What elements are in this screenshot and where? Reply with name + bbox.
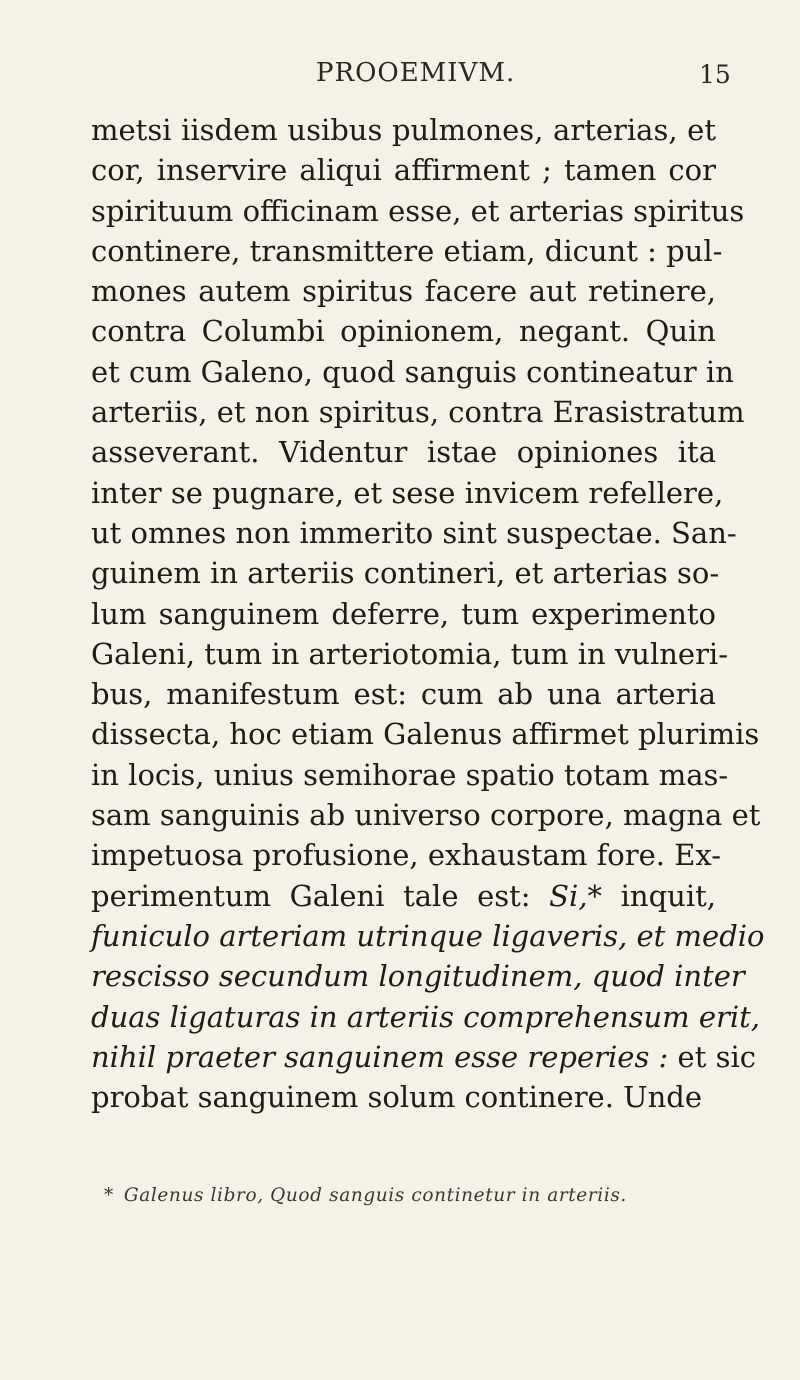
text-span: bus, manifestum est: cum ab una arteria (91, 677, 716, 712)
text-line (91, 876, 716, 916)
text-line (91, 916, 765, 956)
text-line (91, 674, 716, 714)
text-span: contra Columbi opinionem, negant. Quin (91, 314, 716, 349)
text-line (91, 714, 760, 754)
running-title: PROOEMIVM. (316, 58, 516, 88)
text-line (91, 634, 729, 674)
text-span: in locis, unius semihorae spatio totam mas- (91, 757, 729, 792)
text-line (91, 271, 716, 311)
text-line (91, 191, 745, 231)
italic-text: nihil praeter sanguinem esse reperies : (91, 1039, 669, 1074)
text-line (91, 311, 716, 351)
text-line (91, 594, 716, 634)
text-line (91, 473, 724, 513)
text-span: guinem in arteriis contineri, et arterias so- (91, 556, 720, 591)
text-span: impetuosa profusione, exhaustam fore. Ex- (91, 838, 722, 873)
text-line (91, 513, 737, 553)
text-span: inter se pugnare, et sese invicem refellere, (91, 475, 724, 510)
italic-text: duas ligaturas in arteriis comprehensum erit, (91, 999, 761, 1034)
text-span: et cum Galeno, quod sanguis contineatur in (91, 354, 734, 389)
text-span: ut omnes non immerito sint suspectae. San- (91, 515, 737, 550)
text-span: metsi iisdem usibus pulmones, arterias, et (91, 113, 716, 147)
text-line (91, 553, 720, 593)
text-line (91, 150, 716, 190)
running-head (0, 58, 800, 98)
text-line (91, 432, 716, 472)
footnote-text: Galenus libro, Quod sanguis continetur in arteriis. (123, 1185, 627, 1206)
text-line (91, 835, 722, 875)
page-number: 15 (699, 60, 731, 89)
text-line (91, 231, 723, 271)
body-text (91, 110, 765, 1117)
italic-text: funiculo arteriam utrinque ligaveris, et medio (91, 918, 765, 953)
italic-text: Si,* (549, 878, 603, 913)
footnote (104, 1185, 627, 1206)
italic-text: rescisso secundum longitudinem, quod inter (91, 959, 745, 994)
text-span: sam sanguinis ab universo corpore, magna et (91, 798, 761, 833)
footnote-marker: * (104, 1185, 114, 1206)
text-line (91, 1077, 716, 1117)
text-span: dissecta, hoc etiam Galenus affirmet plurimis (91, 717, 760, 752)
text-line (91, 110, 716, 150)
text-span: mones autem spiritus facere aut retinere, (91, 274, 716, 309)
text-line (91, 956, 745, 996)
text-span: cor, inservire aliqui affirment ; tamen cor (91, 153, 716, 188)
text-span: continere, transmittere etiam, dicunt : pul- (91, 233, 723, 268)
text-span: lum sanguinem deferre, tum experimento (91, 596, 716, 631)
text-span: et sic (668, 1039, 756, 1074)
text-span: spirituum officinam esse, et arterias spiritus (91, 193, 745, 228)
text-line (91, 1037, 756, 1077)
text-span: inquit, (602, 878, 716, 913)
text-line (91, 795, 761, 835)
text-span: Galeni, tum in arteriotomia, tum in vulneri- (91, 636, 729, 671)
text-line (91, 352, 734, 392)
text-line (91, 997, 761, 1037)
text-line (91, 755, 729, 795)
text-line (91, 392, 745, 432)
text-span: perimentum Galeni tale est: (91, 878, 550, 913)
text-span: asseverant. Videntur istae opiniones ita (91, 435, 716, 470)
text-span: probat sanguinem solum continere. Unde (91, 1080, 702, 1115)
text-span: arteriis, et non spiritus, contra Erasistratum (91, 395, 745, 430)
